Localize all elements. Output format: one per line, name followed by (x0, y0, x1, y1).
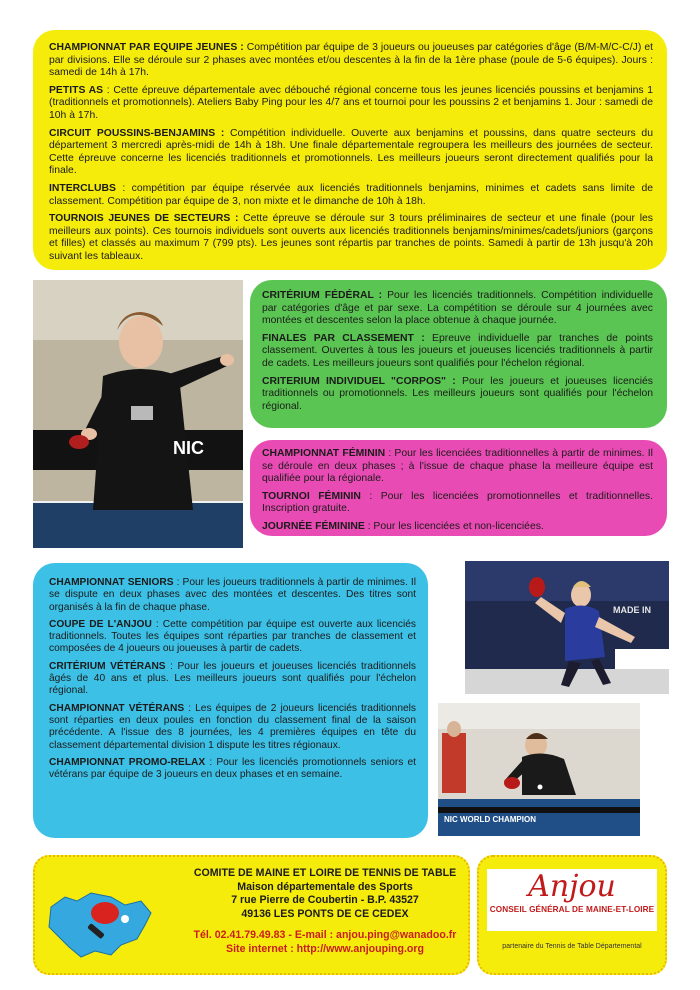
item-petits-as: PETITS AS : Cette épreuve départementale avec débouché régional concerne tous les jeunes licenciés poussins et benjamins 1 (traditionnels et promotionnels). Ateliers Baby Ping pour les 4/7 ans et tournoi pour les poussins 2 et benjamins 1. Jour : samedi de 10h à 17h. (49, 84, 653, 121)
item-championnat-veterans: CHAMPIONNAT VÉTÉRANS : Les équipes de 2 joueurs licenciés traditionnels sont réparties en deux poules en fonction du classement final de la saison précédente. A l'issue des 8 journées, les 4 premières équipes en tête du classement départemental division 1 dispute les titres régionaux. (49, 702, 417, 751)
item-coupe-anjou: COUPE DE L'ANJOU : Cette compétition par équipe est ouverte aux licenciés traditionnels. Toutes les équipes sont réparties par tranches de classement et composées de 4 joueurs ou joueuses à partir de cadets. (49, 618, 416, 655)
photo-boy-player (438, 703, 640, 836)
photo-female-player (465, 561, 669, 694)
photo1-banner-text: NIC (173, 438, 204, 458)
committee-street: 7 rue Pierre de Coubertin - B.P. 43527 (231, 894, 419, 906)
committee-phone-email[interactable]: Tél. 02.41.79.49.83 - E-mail : anjou.ping@wanadoo.fr (193, 929, 457, 941)
item-criterium-corpos: CRITERIUM INDIVIDUEL "CORPOS" : Pour les joueurs et joueuses licenciés traditionnels ou promotionnels. Les meilleurs joueurs sont qualifiés pour l'échelon régional. (262, 375, 653, 412)
anjou-logo (487, 869, 657, 931)
individual-competitions-box (250, 280, 667, 428)
partner-caption: partenaire du Tennis de Table Départemental (502, 943, 642, 950)
item-championnat-seniors: CHAMPIONNAT SENIORS : Pour les joueurs traditionnels à partir de minimes. Il se dispute en deux phases avec des montées et descentes. Des titres sont organisés à la fin de chaque phase. (49, 577, 416, 613)
item-tournois-jeunes-secteurs: TOURNOIS JEUNES DE SECTEURS : Cette épreuve se déroule sur 3 tours préliminaires de secteur et une finale (pour les meilleurs aux points). Ces tournois individuels sont ouverts aux licenciés traditionnels benjamins/minimes/cadets/juniors (garçons et filles) et classés au maximum 7 (799 pts). Les jeunes sont répartis par tranches de points. Samedi à partir de 13h jusqu'à 20h suivant les tableaux. (49, 213, 653, 262)
committee-website-link[interactable]: Site internet : http://www.anjouping.org (226, 942, 424, 955)
item-championnat-feminin: CHAMPIONNAT FÉMININ : Pour les licenciées traditionnelles à partir de minimes. Il se déroule en deux phases ; à l'issue de chaque phase la meilleure équipe est qualifiée pour la régionale. (262, 448, 653, 485)
committee-city: 49136 LES PONTS DE CE CEDEX (241, 907, 409, 920)
committee-building: Maison départementale des Sports (237, 880, 413, 893)
maine-et-loire-map-icon (41, 867, 161, 967)
committee-contact-box (33, 855, 470, 975)
photo-young-player (33, 280, 243, 548)
photo2-banner-text: MADE IN (613, 605, 651, 615)
item-journee-feminine: JOURNÉE FÉMININE : Pour les licenciées et non-licenciées. (262, 520, 544, 532)
partner-box (477, 855, 667, 975)
item-tournoi-feminin: TOURNOI FÉMININ : Pour les licenciées promotionnelles et traditionnelles. Inscription gratuite. (262, 490, 653, 515)
item-championnat-equipe-jeunes: CHAMPIONNAT PAR EQUIPE JEUNES : Compétition par équipe de 3 joueurs ou joueuses par catégories d'âge (B/M-M/C-C/J) et par divisions. Elle se déroule sur 2 phases avec montées et/ou descentes à la fin de la 1ère phase (poule de 5-6 équipes). Jours : samedi de 14h à 17h. (49, 42, 653, 79)
item-finales-classement: FINALES PAR CLASSEMENT : Epreuve individuelle par tranches de points classement. Ouvertes à tous les joueurs et joueuses licenciés traditionnels à partir de cadets. Les meilleurs joueurs sont qualifiés pour l'échelon régional. (262, 332, 653, 369)
photo3-banner-text: NIC WORLD CHAMPION (444, 815, 536, 824)
youth-competitions-box (33, 30, 667, 270)
committee-address (185, 867, 465, 956)
item-interclubs: INTERCLUBS : compétition par équipe réservée aux licenciés traditionnels benjamins, minimes et cadets sans limite de classement. Compétition par équipe de 3, non mixte et le dimanche de 10h à 18h. (49, 182, 653, 207)
female-player-illustration (465, 561, 669, 694)
committee-name: COMITE DE MAINE ET LOIRE DE TENNIS DE TABLE (193, 867, 457, 879)
item-criterium-veterans: CRITÉRIUM VÉTÉRANS : Pour les joueurs et joueuses licenciés traditionnels âgés de 40 ans et plus. Les meilleurs joueurs sont qualifiés pour l'échelon régional. (49, 660, 416, 697)
women-competitions-box (250, 440, 667, 536)
anjou-logo-subtitle: CONSEIL GÉNÉRAL DE MAINE-ET-LOIRE (489, 905, 655, 914)
item-criterium-federal: CRITÉRIUM FÉDÉRAL : Pour les licenciés traditionnels. Compétition individuelle par catégories d'âge et par sexe. La compétition se déroule sur 4 journées avec montées et descentes selon la place obtenue à chaque journée. (262, 290, 653, 327)
young-player-illustration (33, 280, 243, 548)
anjou-logo-word: Anjou (528, 869, 616, 904)
senior-competitions-box (33, 563, 428, 838)
item-circuit-poussins-benjamins: CIRCUIT POUSSINS-BENJAMINS : Compétition individuelle. Ouverte aux benjamins et poussins, dans quatre secteurs du département 3 mercredi après-midi de 14h à 18h. Une finale départementale regroupera les meilleurs des journées de secteur. Cette épreuve concerne les licenciés traditionnels et promotionnels. Les meilleurs joueurs seront directement qualifiés pour la finale. (49, 127, 653, 177)
item-championnat-promo-relax: CHAMPIONNAT PROMO-RELAX : Pour les licenciés promotionnels seniors et vétérans par équipe de 3 joueurs en deux phases et en semaine. (49, 756, 416, 781)
